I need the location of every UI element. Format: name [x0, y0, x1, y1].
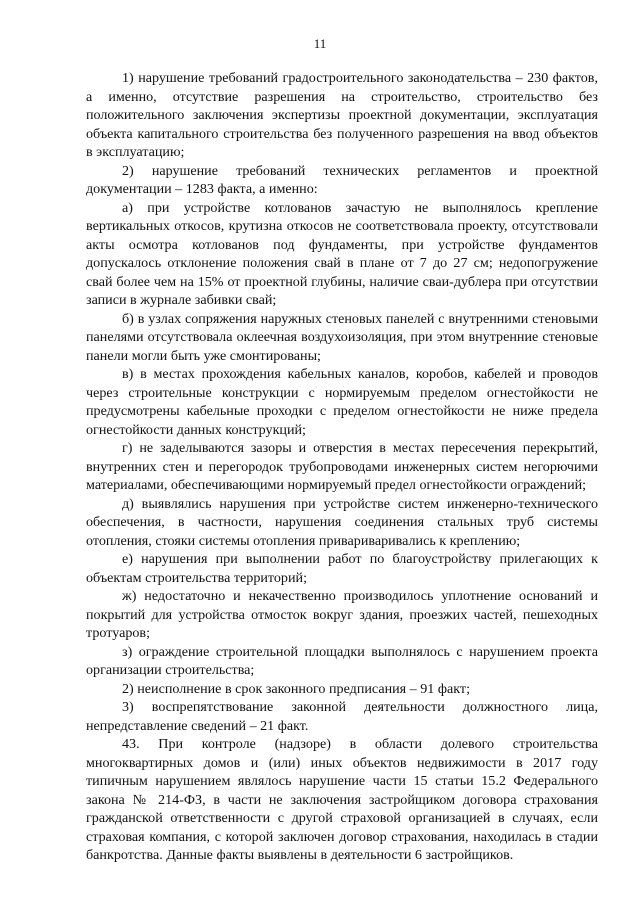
document-body	[86, 69, 598, 865]
paragraph-violation-technical-regulations: 2) нарушение требований технических регламентов и проектной документации – 1283 факта, а именно:	[86, 162, 598, 197]
paragraph-item-e-landscaping: е) нарушения при выполнении работ по благоустройству прилегающих к объектам строительства территорий;	[86, 551, 598, 586]
paragraph-item-a-pits: а) при устройстве котлованов зачастую не выполнялось крепление вертикальных откосов, крутизна откосов не соответствовала проекту, отсутствовали акты осмотра котлованов под фундаменты, при устройстве фундаментов допускалось отклонение положения свай в плане от 7 до 27 см; недопогружение свай более чем на 15% от проектной глубины, наличие сваи-дублера при отсутствии записи в журнале забивки свай;	[86, 199, 598, 308]
paragraph-obstruction: 3) воспрепятствование законной деятельности должностного лица, непредставление сведений – 21 факт.	[86, 699, 598, 734]
paragraph-violation-urban-planning: 1) нарушение требований градостроительного законодательства – 230 фактов, а именно, отсутствие разрешения на строительство, строительство без положительного заключения экспертизы проектной документации, эксплуатация объекта капитального строительства без полученного разрешения на ввод объектов в эксплуатацию;	[86, 70, 598, 160]
paragraph-item-d-engineering: д) выявлялись нарушения при устройстве систем инженерно-технического обеспечения, в частности, нарушения соединения стальных труб системы отопления, стояки системы отопления привариваривались к креплению;	[86, 495, 598, 549]
paragraph-43-shared-construction: 43. При контроле (надзоре) в области долевого строительства многоквартирных домов и (или) иных объектов недвижимости в 2017 году типичным нарушением являлось нарушение части 15 статьи 15.2 Федерального закона № 214-ФЗ, в части не заключения застройщиком договора страхования гражданской ответственности с другой страховой организацией в случаях, если страховая компания, с которой заключен договор страхования, находилась в стадии банкротства. Данные факты выявлены в деятельности 6 застройщиков.	[86, 736, 598, 863]
paragraph-item-v-cables: в) в местах прохождения кабельных каналов, коробов, кабелей и проводов через строительные конструкции с нормируемым пределом огнестойкости не предусмотрены кабельные проходки с пределом огнестойкости не ниже предела огнестойкости данных конструкций;	[86, 366, 598, 438]
paragraph-item-g-gaps: г) не заделываются зазоры и отверстия в местах пересечения перекрытий, внутренних стен и перегородок трубопроводами инженерных систем негорючими материалами, обеспечивающими нормируемый предел огнестойкости ограждений;	[86, 440, 598, 493]
page-number: 11	[313, 36, 327, 51]
paragraph-item-b-panels: б) в узлах сопряжения наружных стеновых панелей с внутренними стеновыми панелями отсутствовала оклеечная воздухоизоляция, при этом внутренние стеновые панели могли быть уже смонтированы;	[86, 310, 598, 364]
paragraph-item-zh-compaction: ж) недостаточно и некачественно производилось уплотнение оснований и покрытий для устройства отмосток вокруг здания, проезжих частей, пешеходных тротуаров;	[86, 588, 598, 641]
paragraph-item-z-fencing: з) ограждение строительной площадки выполнялось с нарушением проекта организации строительства;	[86, 643, 598, 678]
paragraph-non-compliance: 2) неисполнение в срок законного предписания – 91 факт;	[122, 680, 470, 697]
